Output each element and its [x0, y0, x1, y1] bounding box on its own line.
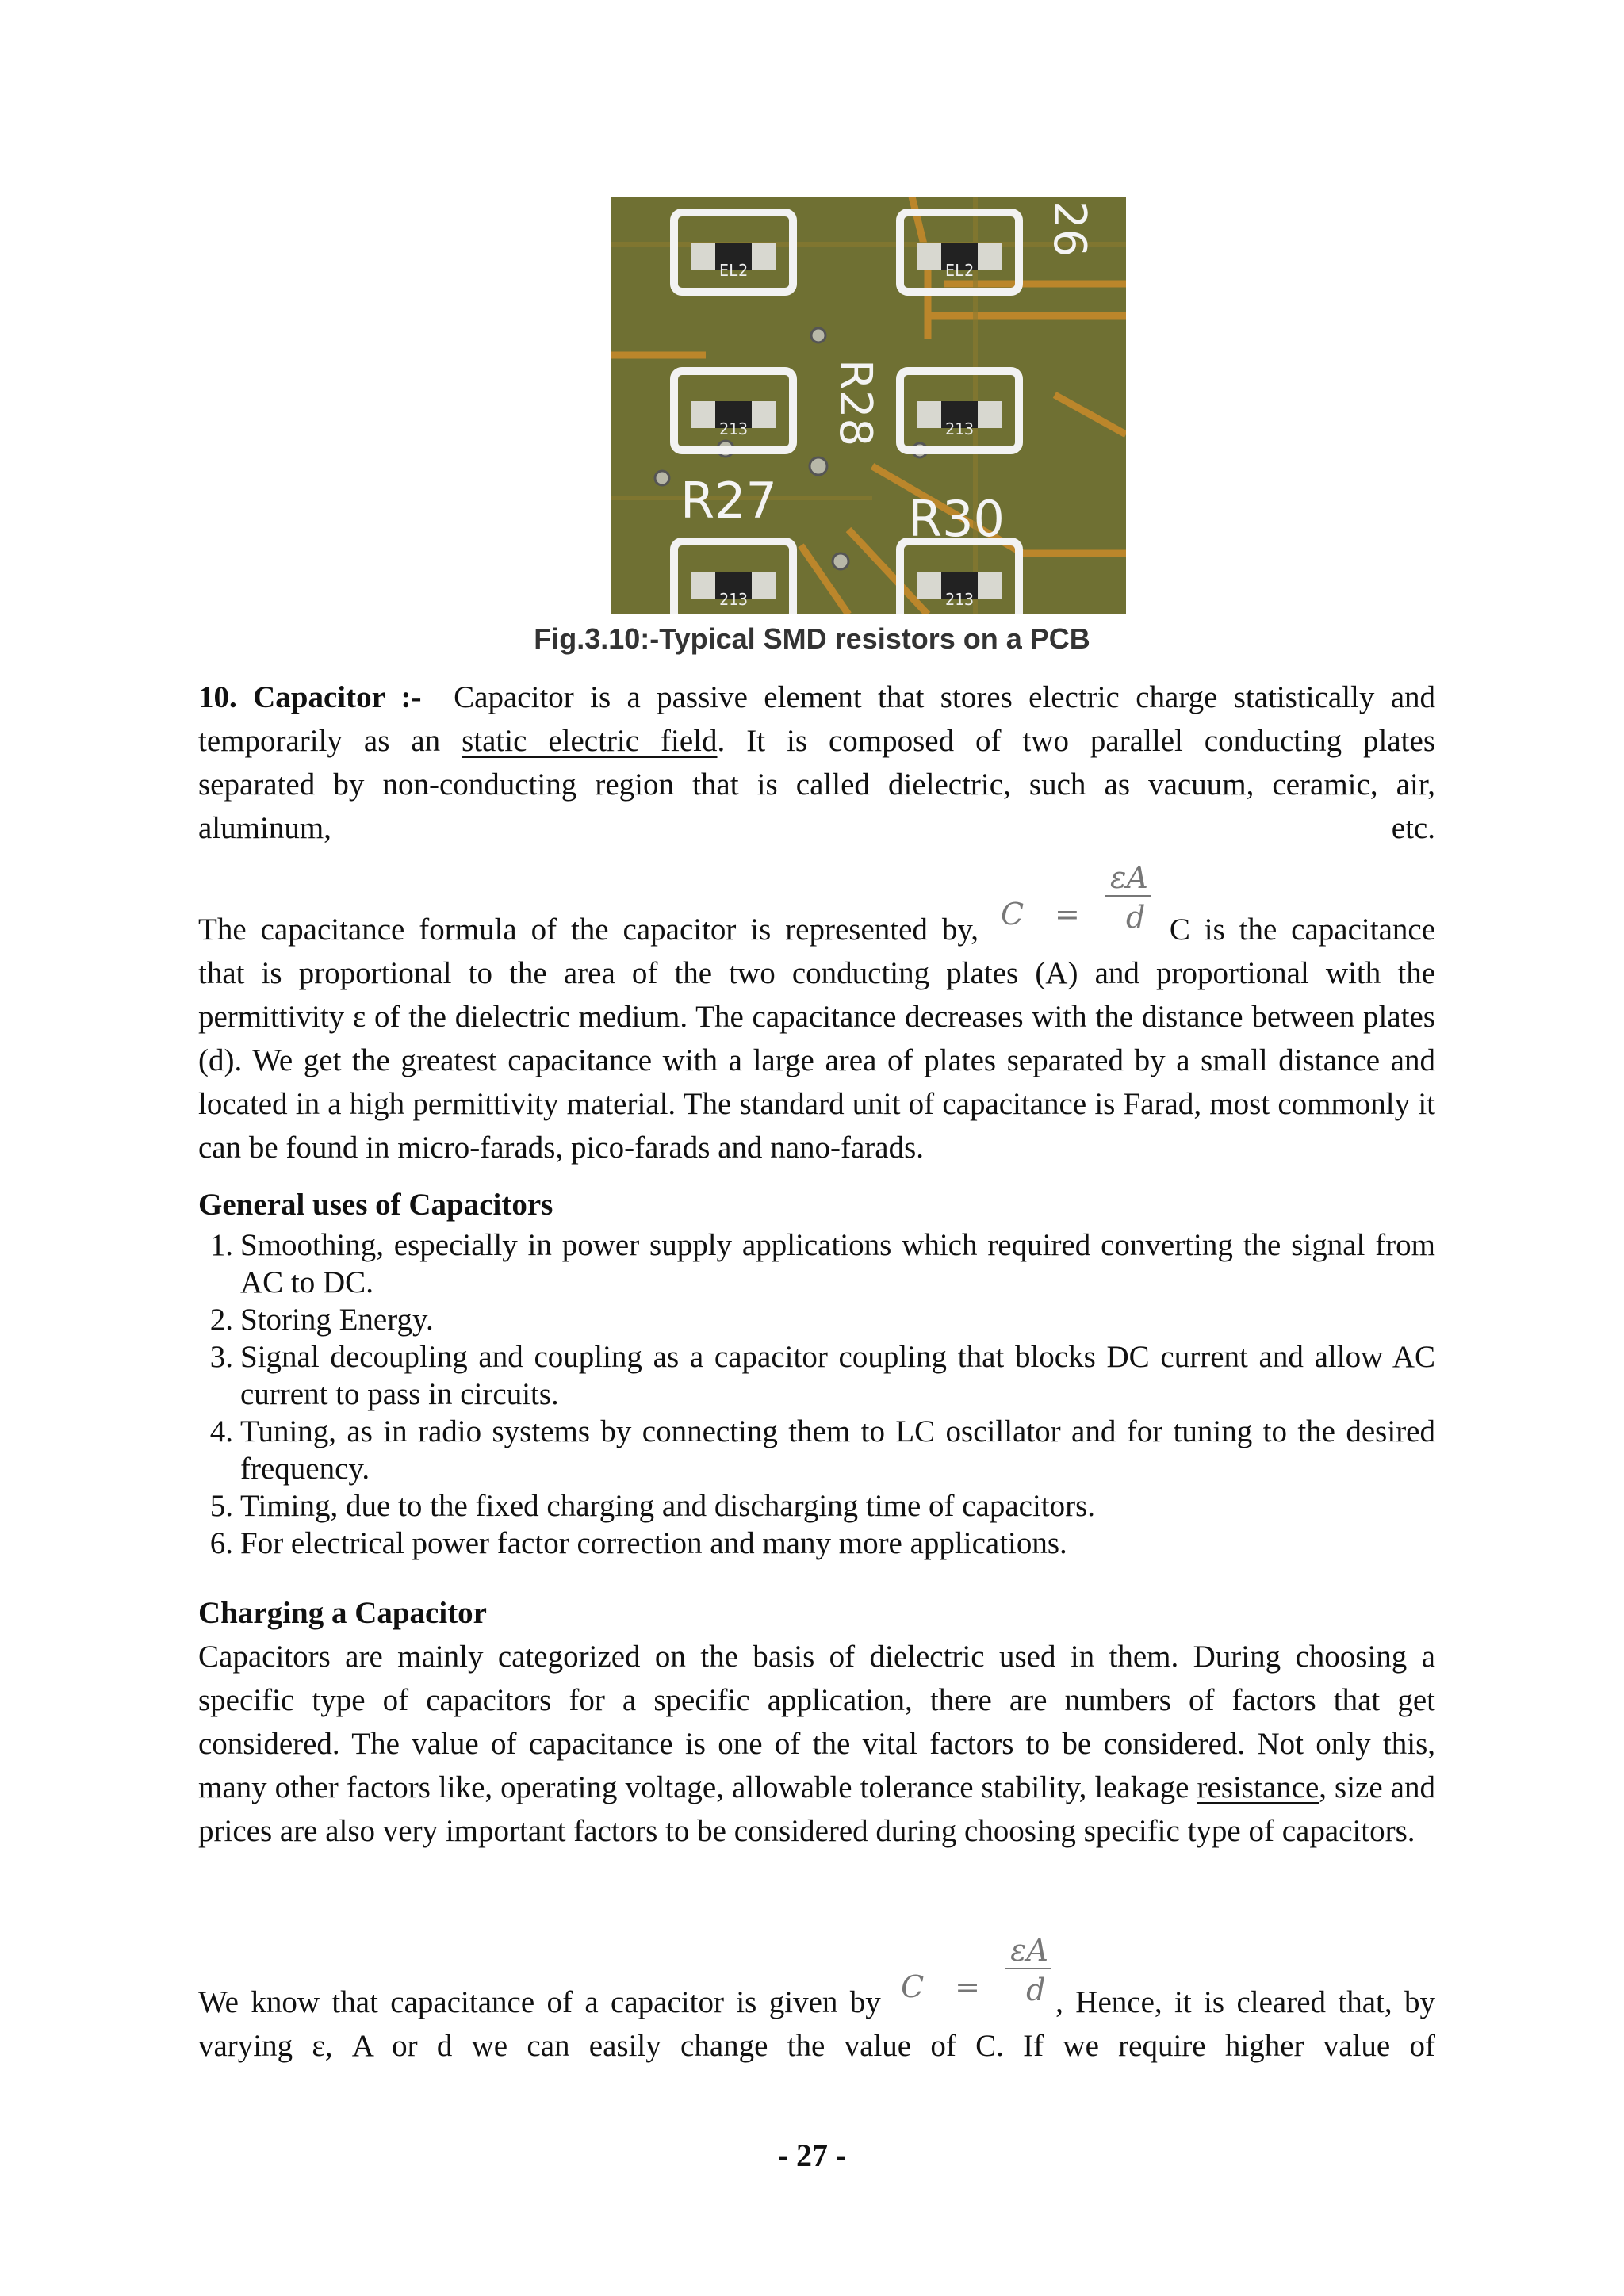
formula-eq: = [955, 1969, 980, 2004]
formula-text: The capacitance formula of the capacitor is represented by, [198, 913, 979, 947]
capacitor-intro-line4 [198, 806, 1435, 850]
silk-label-r30: R30 [908, 490, 1005, 548]
capacitor-intro-line1 [198, 675, 1435, 719]
silk-label-26: 26 [1044, 201, 1095, 258]
list-text: Smoothing, especially in power supply applications which required converting the signal from AC to DC. [240, 1228, 1435, 1299]
charging-section [198, 1591, 1435, 1853]
formula-eq: = [1054, 897, 1080, 932]
formula-c: C [901, 1969, 925, 2004]
charging-text: , Hence, it is cleared that, by [1055, 1985, 1436, 2019]
resistor-code: 213 [944, 419, 975, 438]
charging-heading: Charging a Capacitor [198, 1596, 487, 1630]
section-number: 10. [198, 680, 237, 714]
list-text: Timing, due to the fixed charging and discharging time of capacitors. [240, 1489, 1096, 1523]
list-text: For electrical power factor correction and many more applications. [240, 1526, 1067, 1560]
capacitor-intro-line3: separated by non-conducting region that is called dielectric, such as vacuum, ceramic, air, [198, 767, 1435, 802]
resistance-link[interactable]: resistance [1197, 1770, 1320, 1804]
formula-denominator: d [1026, 1973, 1046, 2007]
list-text: Tuning, as in radio systems by connecting them to LC oscillator and for tuning to the desired frequency. [240, 1414, 1435, 1486]
list-item [198, 1487, 1435, 1525]
formula-line [198, 860, 1436, 951]
capacitor-text: temporarily as an [198, 724, 441, 758]
uses-section [198, 1183, 1435, 1562]
page-number: - 27 - [777, 2137, 847, 2173]
formula-c: C [1000, 897, 1025, 932]
formula-numerator: εA [1010, 1933, 1048, 1968]
charging-formula-paragraph [198, 1933, 1436, 2068]
list-item [198, 1338, 1435, 1413]
formula-text: C is the capacitance [1169, 913, 1436, 947]
formula-numerator: εA [1109, 860, 1148, 895]
charging-last-line: varying ε, A or d we can easily change the value of C. If we require higher value of [198, 2029, 1435, 2063]
formula-denominator: d [1125, 900, 1146, 935]
list-item [198, 1226, 1435, 1301]
silk-label-r28: R28 [829, 359, 881, 447]
silk-label-r27: R27 [680, 472, 777, 530]
list-number: 4. [209, 1414, 233, 1448]
resistor-code: 213 [718, 590, 749, 609]
resistor-code: 213 [718, 419, 749, 438]
list-item [198, 1301, 1435, 1338]
resistor-code: EL2 [718, 261, 749, 280]
capacitor-text: Capacitor is a passive element that stores electric charge statistically and [454, 680, 1436, 714]
list-number: 2. [209, 1303, 233, 1337]
capacitance-formula [993, 860, 1155, 939]
capacitance-description: that is proportional to the area of the two conducting plates (A) and proportional with the permittivity ε of the dielectric medium. The capacitance decreases with the distance between plates (d). We get the greatest capacitance with a large area of plates separated by a small distance and located in a high permittivity material. The standard unit of capacitance is Farad, most commonly it can be found in micro-farads, pico-farads and nano-farads. [198, 956, 1435, 1165]
uses-heading: General uses of Capacitors [198, 1188, 553, 1222]
section-title: Capacitor :- [253, 680, 422, 714]
list-item [198, 1525, 1435, 1562]
resistor-code: EL2 [944, 261, 975, 280]
uses-list [198, 1226, 1435, 1562]
capacitor-text: aluminum, [198, 811, 331, 845]
list-text: Signal decoupling and coupling as a capacitor coupling that blocks DC current and allow AC current to pass in circuits. [240, 1340, 1435, 1411]
capacitance-formula-paragraph [198, 860, 1436, 1169]
capacitor-text: . It is composed of two parallel conducting plates [717, 724, 1436, 758]
capacitor-section [198, 675, 1435, 850]
capacitance-formula [893, 1933, 1055, 2012]
list-number: 1. [209, 1228, 233, 1262]
resistor-code: 213 [944, 590, 975, 609]
capacitor-intro-line2 [198, 719, 1435, 763]
static-electric-field-link[interactable]: static electric field [462, 724, 718, 758]
list-number: 5. [209, 1489, 233, 1523]
charging-text: , size and prices are also very important factors to be considered during choosing specific type of capacitors. [198, 1770, 1435, 1848]
list-number: 3. [209, 1340, 233, 1374]
charging-text: We know that capacitance of a capacitor is given by [198, 1985, 881, 2019]
figure-caption: Fig.3.10:-Typical SMD resistors on a PCB [534, 622, 1090, 655]
list-number: 6. [209, 1526, 233, 1560]
pcb-photo [611, 197, 1126, 614]
charging-paragraph [198, 1635, 1435, 1853]
charging-text: Capacitors are mainly categorized on the basis of dielectric used in them. During choosing a specific type of capacitors for a specific application, there are numbers of factors that get considered. The value of capacitance is one of the vital factors to be considered. Not only this, many other factors like, operating voltage, allowable tolerance stability, leakage [198, 1640, 1435, 1804]
charging-formula-line [198, 1933, 1436, 2024]
capacitor-text: etc. [1391, 811, 1435, 845]
list-text: Storing Energy. [240, 1303, 434, 1337]
list-item [198, 1413, 1435, 1487]
